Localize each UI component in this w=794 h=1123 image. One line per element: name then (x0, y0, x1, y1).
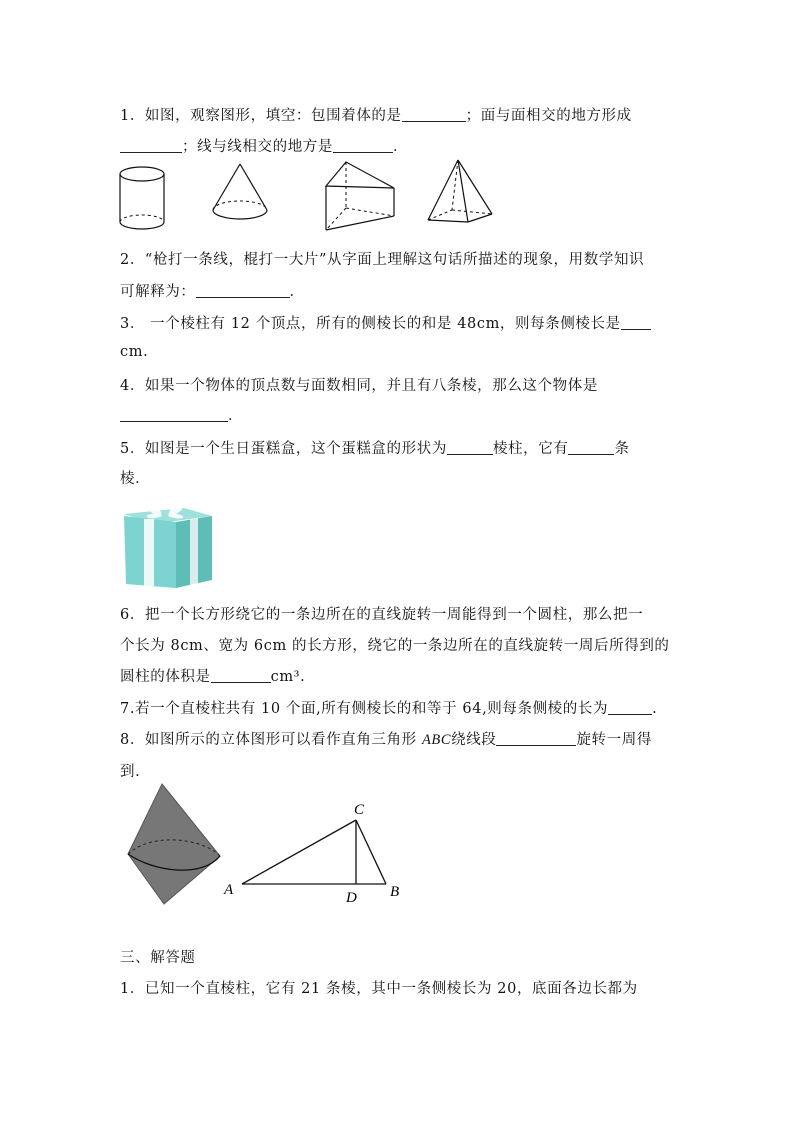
q4-text-b: ． (228, 408, 244, 424)
label-c: C (354, 802, 365, 818)
q6-line3 (120, 665, 305, 686)
cone-figure (210, 162, 270, 226)
q8-blank[interactable] (496, 731, 576, 746)
q4-blank[interactable] (120, 407, 228, 422)
section-3-title (120, 946, 196, 967)
q7-line (120, 697, 657, 718)
q6-text-d: cm³. (270, 669, 306, 685)
q7-text-b: . (652, 701, 658, 717)
triangular-prism-figure (322, 160, 398, 236)
q6-text-b: 个长为 8cm、宽为 6cm 的长方形，绕它的一条边所在的直线旋转一周后所得到的 (120, 638, 670, 654)
double-cone-figure (124, 782, 224, 908)
cylinder-figure (118, 164, 170, 232)
q8-text-c: 旋转一周得 (576, 732, 652, 748)
q1-line1 (120, 104, 632, 125)
q2-blank[interactable] (196, 283, 290, 298)
pyramid-figure (426, 158, 496, 226)
q1-line2 (120, 135, 408, 156)
q4-line1 (120, 374, 598, 395)
q5-blank-2[interactable] (568, 440, 614, 455)
q1-blank-3[interactable] (333, 138, 393, 153)
q5-text-b: 棱柱，它有 (492, 441, 569, 457)
q8-text-a: 8．如图所示的立体图形可以看作直角三角形 (120, 732, 417, 748)
q7-blank[interactable] (608, 700, 652, 715)
q2-text-a: 2．“枪打一条线，棍打一大片”从字面上理解这句话所描述的现象，用数学知识 (120, 252, 645, 268)
q8-line1 (120, 728, 652, 749)
section-3-title-text: 三、解答题 (120, 950, 196, 966)
q2-line2 (120, 280, 305, 301)
q1-blank-1[interactable] (402, 107, 466, 122)
gift-box-image (120, 504, 216, 590)
q5-text-a: 5．如图是一个生日蛋糕盒，这个蛋糕盒的形状为 (120, 441, 447, 457)
q2-line1 (120, 248, 644, 269)
q5-text-d: 棱． (120, 471, 151, 487)
label-a: A (224, 882, 234, 898)
q1-text-d: ． (393, 139, 409, 155)
q3-line2 (120, 344, 148, 360)
q1-text-a: 1．如图，观察图形，填空：包围着体的是 (120, 108, 402, 124)
q8-text-b: 绕线段 (451, 732, 497, 748)
q8-line2 (120, 760, 140, 781)
q1-text-c: ；线与线相交的地方是 (182, 139, 333, 155)
triangle-abc-figure (220, 798, 410, 906)
q5-text-c: 条 (614, 441, 630, 457)
q8-abc: ABC (421, 732, 452, 748)
q6-text-c: 圆柱的体积是 (120, 669, 211, 685)
q5-line1 (120, 437, 630, 458)
q4-line2 (120, 404, 243, 425)
q4-text-a: 4．如果一个物体的顶点数与面数相同，并且有八条棱，那么这个物体是 (120, 378, 598, 394)
q5-blank-1[interactable] (447, 440, 493, 455)
q6-text-a: 6．把一个长方形绕它的一条边所在的直线旋转一周能得到一个圆柱，那么把一 (120, 607, 644, 623)
q6-blank[interactable] (211, 668, 271, 683)
q7-text-a: 7.若一个直棱柱共有 10 个面,所有侧棱长的和等于 64,则每条侧棱的长为 (120, 701, 609, 717)
label-b: B (390, 884, 400, 900)
q6-line2 (120, 634, 670, 655)
s3q1-line (120, 977, 638, 998)
s3q1-text: 1．已知一个直棱柱，它有 21 条棱，其中一条侧棱长为 20，底面各边长都为 (120, 981, 638, 997)
q3-text-a: 3． 一个棱柱有 12 个顶点，所有的侧棱长的和是 48cm，则每条侧棱长是 (120, 316, 621, 332)
q2-text-b: 可解释为： (120, 284, 196, 300)
label-d: D (346, 890, 357, 906)
q3-text-b: cm. (120, 344, 149, 360)
q1-blank-2[interactable] (120, 138, 182, 153)
q2-text-c: ． (289, 284, 305, 300)
q6-line1 (120, 603, 643, 624)
q3-blank[interactable] (621, 315, 651, 330)
q1-text-b: ；面与面相交的地方形成 (465, 108, 632, 124)
q3-line1 (120, 312, 651, 333)
q5-line2 (120, 467, 150, 488)
q8-text-d: 到. (120, 764, 141, 780)
